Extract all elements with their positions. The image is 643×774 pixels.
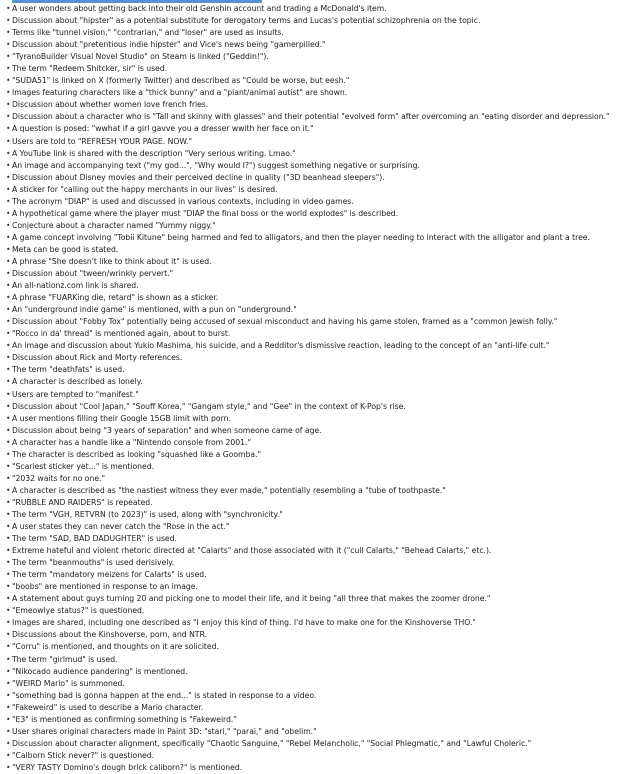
list-item <box>6 160 640 172</box>
bullet-icon: • <box>6 726 11 736</box>
list-item <box>6 521 640 533</box>
list-item-text: Discussion about "tween/wrinkly pervert." <box>12 269 174 279</box>
list-item <box>6 292 640 304</box>
list-item-text: The term "deathfats" is used. <box>12 365 125 375</box>
list-item <box>6 316 640 328</box>
list-item <box>6 581 640 593</box>
list-item <box>6 39 640 51</box>
list-item-text: Users are tempted to "manifest." <box>12 389 139 399</box>
list-item-text: A YouTube link is shared with the description "Very serious writing. Lmao." <box>12 148 296 158</box>
list-item-text: An image and discussion about Yukio Mashima, his suicide, and a Redditor's dismissive reaction, leading to the concept of an "anti-life cult." <box>12 341 550 351</box>
bullet-icon: • <box>6 244 11 254</box>
list-item <box>6 666 640 678</box>
list-item <box>6 738 640 750</box>
bullet-icon: • <box>6 654 11 664</box>
list-item-text: A character has a handle like a "Nintendo console from 2001." <box>12 437 251 447</box>
list-item-text: The character is described as looking "squashed like a Goomba." <box>12 449 262 459</box>
list-item <box>6 196 640 208</box>
list-item-text: Extreme hateful and violent rhetoric directed at "Calarts" and those associated with it ("cull Calarts," "Behead Calarts," etc.). <box>12 546 492 556</box>
list-item-text: A phrase "She doesn't like to think about it" is used. <box>12 256 212 266</box>
list-item-text: A statement about guys turning 20 and picking one to model their life, and it being "all three that makes the zoomer drone." <box>12 594 491 604</box>
list-item-text: "VERY TASTY Domino's dough brick caliborn?" is mentioned. <box>12 762 243 772</box>
bullet-icon: • <box>6 208 11 218</box>
bullet-icon: • <box>6 570 11 580</box>
list-item-text: Meta can be good is stated. <box>12 244 119 254</box>
list-item <box>6 678 640 690</box>
list-item <box>6 629 640 641</box>
list-item <box>6 702 640 714</box>
list-item <box>6 762 640 774</box>
bullet-icon: • <box>6 425 11 435</box>
list-item-text: Users are told to "REFRESH YOUR PAGE. NOW." <box>12 136 192 146</box>
list-item <box>6 220 640 232</box>
list-item <box>6 280 640 292</box>
bullet-icon: • <box>6 52 11 62</box>
list-item-text: A character is described as "the nastiest witness they ever made," potentially resembling a "tube of toothpaste." <box>12 485 446 495</box>
bullet-icon: • <box>6 497 11 507</box>
bullet-icon: • <box>6 172 11 182</box>
list-item-text: Discussion about being "3 years of separation" and when someone came of age. <box>12 425 322 435</box>
bullet-icon: • <box>6 377 11 387</box>
list-item <box>6 136 640 148</box>
list-item <box>6 401 640 413</box>
bullet-icon: • <box>6 353 11 363</box>
list-item-text: A sticker for "calling out the happy merchants in our lives" is desired. <box>12 184 278 194</box>
list-item <box>6 244 640 256</box>
list-item-text: "SUDA51" is linked on X (formerly Twitter) and described as "Could be worse, but eesh." <box>12 76 350 86</box>
list-item <box>6 328 640 340</box>
list-item-text: Discussion about "Fobby Tox" potentially being accused of sexual misconduct and having his game stolen, framed as a "common Jewish folly." <box>12 317 558 327</box>
list-item <box>6 437 640 449</box>
list-item <box>6 533 640 545</box>
bullet-icon: • <box>6 678 11 688</box>
bullet-icon: • <box>6 738 11 748</box>
list-item <box>6 461 640 473</box>
list-item <box>6 425 640 437</box>
list-item-text: The term "SAD, BAD DADUGHTER" is used. <box>12 534 177 544</box>
bullet-icon: • <box>6 112 11 122</box>
list-item-text: A hypothetical game where the player must "DIAP the final boss or the world explodes" is described. <box>12 208 399 218</box>
list-item-text: "WEIRD Mario" is summoned. <box>12 678 125 688</box>
list-item <box>6 726 640 738</box>
list-item-text: "Calborn Stick never?" is questioned. <box>12 750 155 760</box>
list-item-text: A user states they can never catch the "Rose in the act." <box>12 522 230 532</box>
list-item <box>6 714 640 726</box>
list-item-text: An all-nationz.com link is shared. <box>12 281 139 291</box>
bullet-icon: • <box>6 160 11 170</box>
bullet-icon: • <box>6 449 11 459</box>
summary-bullet-list <box>6 3 640 774</box>
list-item <box>6 208 640 220</box>
list-item <box>6 690 640 702</box>
list-item <box>6 75 640 87</box>
list-item-text: The term "beanmouths" is used derisively. <box>12 558 175 568</box>
list-item <box>6 413 640 425</box>
list-item <box>6 340 640 352</box>
list-item <box>6 256 640 268</box>
bullet-icon: • <box>6 28 11 38</box>
list-item <box>6 232 640 244</box>
list-item-text: "RUBBLE AND RAIDERS" is repeated. <box>12 497 153 507</box>
list-item <box>6 87 640 99</box>
list-item <box>6 449 640 461</box>
list-item <box>6 569 640 581</box>
bullet-icon: • <box>6 100 11 110</box>
bullet-icon: • <box>6 293 11 303</box>
list-item-text: The term "Redeem Shitcker, sir" is used. <box>12 64 168 74</box>
list-item-text: Discussion about whether women love french fries. <box>12 100 209 110</box>
bullet-icon: • <box>6 509 11 519</box>
bullet-icon: • <box>6 365 11 375</box>
list-item <box>6 376 640 388</box>
bullet-icon: • <box>6 594 11 604</box>
list-item-text: A user mentions filling their Google 15GB limit with porn. <box>12 413 231 423</box>
list-item <box>6 654 640 666</box>
list-item <box>6 268 640 280</box>
bullet-icon: • <box>6 582 11 592</box>
list-item-text: "Nikocado audience pandering" is mentioned. <box>12 666 188 676</box>
list-item <box>6 593 640 605</box>
bullet-icon: • <box>6 606 11 616</box>
bullet-icon: • <box>6 762 11 772</box>
bullet-icon: • <box>6 232 11 242</box>
list-item-text: Discussion about a character who is "Tall and skinny with glasses" and their potential "evolved form" after overcoming an "eating disorder and depression." <box>12 112 610 122</box>
list-item <box>6 184 640 196</box>
list-item-text: User shares original characters made in Paint 3D: "stari," "parai," and "obelim." <box>12 726 317 736</box>
bullet-icon: • <box>6 64 11 74</box>
list-item-text: Discussion about Disney movies and their perceived decline in quality ("3D beanhead sleepers"). <box>12 172 385 182</box>
list-item-text: The term "VGH, RETVRN (to 2023)" is used, along with "synchronicity." <box>12 509 283 519</box>
list-item <box>6 15 640 27</box>
bullet-icon: • <box>6 534 11 544</box>
list-item <box>6 304 640 316</box>
list-item-text: "Scariest sticker yet..." is mentioned. <box>12 461 155 471</box>
list-item <box>6 27 640 39</box>
list-item <box>6 509 640 521</box>
list-item-text: Terms like "tunnel vision," "contrarian," and "loser" are used as insults. <box>12 28 284 38</box>
list-item <box>6 111 640 123</box>
list-item <box>6 389 640 401</box>
list-item-text: "boobs" are mentioned in response to an image. <box>12 582 198 592</box>
bullet-icon: • <box>6 196 11 206</box>
list-item <box>6 605 640 617</box>
list-item-text: Images are shared, including one described as "I enjoy this kind of thing. I'd have to make one for the Kinshoverse THO." <box>12 618 476 628</box>
bullet-icon: • <box>6 473 11 483</box>
bullet-icon: • <box>6 437 11 447</box>
list-item <box>6 750 640 762</box>
list-item <box>6 51 640 63</box>
bullet-icon: • <box>6 413 11 423</box>
bullet-icon: • <box>6 76 11 86</box>
list-item-text: "Emeowlye status?" is questioned. <box>12 606 145 616</box>
list-item-text: The term "mandatory meizens for Calarts" is used. <box>12 570 207 580</box>
list-item-text: Discussion about "pretentious indie hipster" and Vice's news being "gamerpilled." <box>12 40 326 50</box>
list-item-text: An image and accompanying text ("my god...", "Why would I?") suggest something negative or surprising. <box>12 160 420 170</box>
list-item <box>6 148 640 160</box>
bullet-icon: • <box>6 702 11 712</box>
list-item <box>6 364 640 376</box>
list-item-text: An "underground indie game" is mentioned, with a pun on "underground." <box>12 305 297 315</box>
list-item-text: "Rocco in da' thread" is mentioned again, about to burst. <box>12 329 231 339</box>
list-item <box>6 473 640 485</box>
list-item-text: Conjecture about a character named "Yummy niggy." <box>12 220 216 230</box>
bullet-icon: • <box>6 40 11 50</box>
bullet-icon: • <box>6 88 11 98</box>
list-item <box>6 557 640 569</box>
list-item <box>6 485 640 497</box>
bullet-icon: • <box>6 485 11 495</box>
bullet-icon: • <box>6 136 11 146</box>
bullet-icon: • <box>6 4 11 13</box>
bullet-icon: • <box>6 546 11 556</box>
list-item-text: A character is described as lonely. <box>12 377 143 387</box>
bullet-icon: • <box>6 220 11 230</box>
bullet-icon: • <box>6 558 11 568</box>
list-item-text: Discussions about the Kinshoverse, porn, and NTR. <box>12 630 207 640</box>
bullet-icon: • <box>6 184 11 194</box>
list-item-text: A phrase "FUARKing die, retard" is shown as a sticker. <box>12 293 219 303</box>
bullet-icon: • <box>6 16 11 26</box>
bullet-icon: • <box>6 256 11 266</box>
bullet-icon: • <box>6 618 11 628</box>
bullet-icon: • <box>6 124 11 134</box>
list-item-text: "Fakeweird" is used to describe a Mario character. <box>12 702 204 712</box>
list-item <box>6 497 640 509</box>
list-item <box>6 545 640 557</box>
bullet-icon: • <box>6 341 11 351</box>
bullet-icon: • <box>6 148 11 158</box>
bullet-icon: • <box>6 630 11 640</box>
bullet-icon: • <box>6 690 11 700</box>
list-item <box>6 3 640 15</box>
list-item-text: Discussion about character alignment, specifically "Chaotic Sanguine," "Rebel Melancholic," "Social Phlegmatic," and "Lawful Choleric." <box>12 738 532 748</box>
bullet-icon: • <box>6 401 11 411</box>
list-item-text: "TyranoBuilder Visual Novel Studio" on Steam is linked ("Geddin!"). <box>12 52 269 62</box>
bullet-icon: • <box>6 666 11 676</box>
list-item-text: Discussion about Rick and Morty references. <box>12 353 183 363</box>
list-item-text: Images featuring characters like a "thick bunny" and a "plant/animal autist" are shown. <box>12 88 348 98</box>
bullet-icon: • <box>6 714 11 724</box>
list-item <box>6 63 640 75</box>
bullet-icon: • <box>6 750 11 760</box>
list-item <box>6 99 640 111</box>
list-item-text: A question is posed: "wwhat if a girl gavve you a dresser wwith her face on it." <box>12 124 314 134</box>
list-item <box>6 641 640 653</box>
list-item-text: "Corru" is mentioned, and thoughts on it are solicited. <box>12 642 219 652</box>
list-item-text: A user wonders about getting back into their old Genshin account and trading a McDonald's item. <box>12 4 387 13</box>
bullet-icon: • <box>6 329 11 339</box>
list-item-text: "something bad is gonna happen at the end..." is stated in response to a video. <box>12 690 317 700</box>
bullet-icon: • <box>6 269 11 279</box>
list-item-text: Discussion about "Cool Japan," "Souff Korea," "Gangam style," and "Gee" in the context of K-Pop's rise. <box>12 401 406 411</box>
list-item-text: "E3" is mentioned as confirming something is "Fakeweird." <box>12 714 237 724</box>
list-item <box>6 617 640 629</box>
list-item-text: The acronym "DIAP" is used and discussed in various contexts, including in video games. <box>12 196 354 206</box>
list-item <box>6 352 640 364</box>
bullet-icon: • <box>6 305 11 315</box>
bullet-icon: • <box>6 389 11 399</box>
bullet-icon: • <box>6 281 11 291</box>
list-item-text: Discussion about "hipster" as a potential substitute for derogatory terms and Lucas's potential schizophrenia on the topic. <box>12 16 481 26</box>
bullet-icon: • <box>6 461 11 471</box>
bullet-icon: • <box>6 317 11 327</box>
bullet-icon: • <box>6 642 11 652</box>
list-item-text: The term "girlmud" is used. <box>12 654 118 664</box>
bullet-icon: • <box>6 522 11 532</box>
list-item <box>6 123 640 135</box>
list-item-text: "2032 waits for no one." <box>12 473 105 483</box>
list-item <box>6 172 640 184</box>
list-item-text: A game concept involving "Tobii Kitune" being harmed and fed to alligators, and then the player needing to interact with the alligator and plant a tree. <box>12 232 590 242</box>
